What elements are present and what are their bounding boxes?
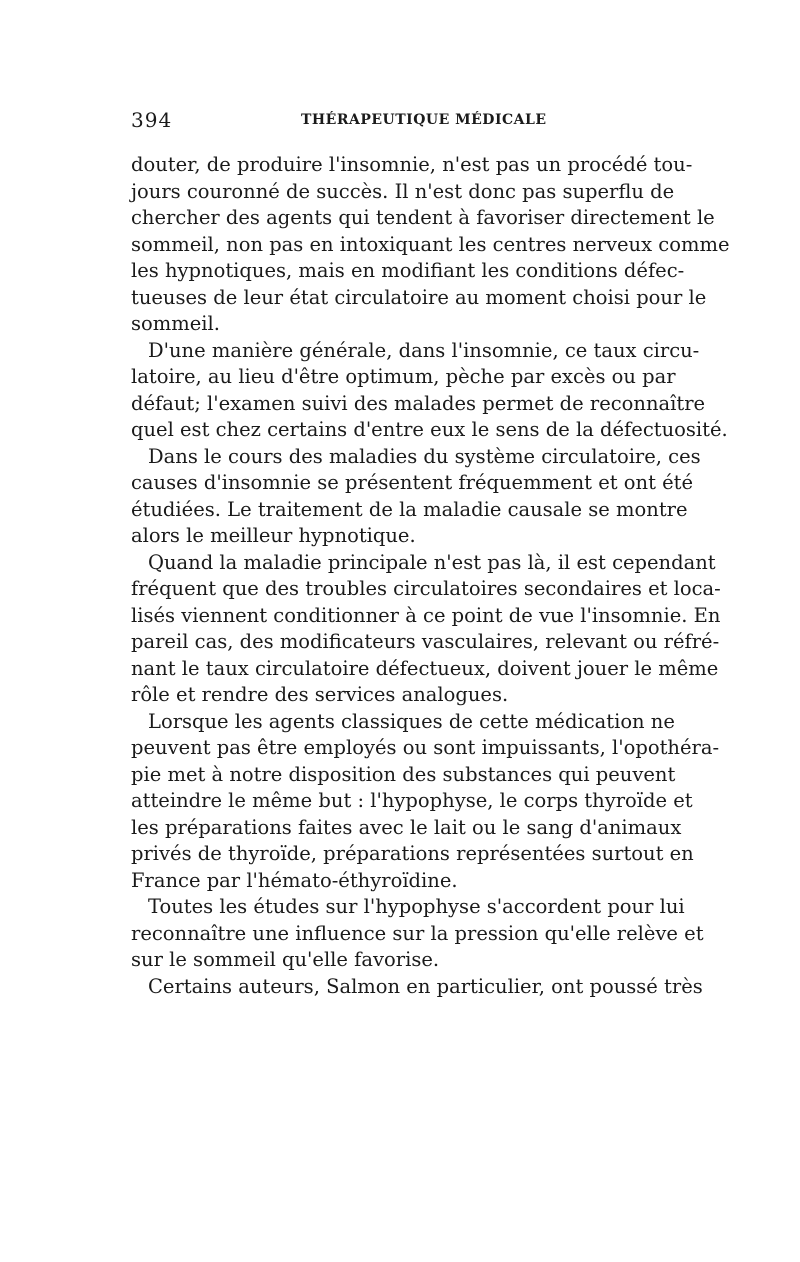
- text-line: chercher des agents qui tendent à favoriser directement le: [131, 206, 715, 229]
- paragraph: [131, 974, 703, 1001]
- text-line: quel est chez certains d'entre eux le sens de la défectuosité.: [131, 418, 728, 441]
- text-line: sommeil.: [131, 312, 220, 335]
- paragraph: [131, 338, 728, 444]
- text-line: atteindre le même but : l'hypophyse, le corps thyroïde et: [131, 789, 693, 812]
- text-line: pie met à notre disposition des substances qui peuvent: [131, 762, 676, 786]
- text-line: jours couronné de succès. Il n'est donc pas superflu de: [131, 179, 675, 203]
- text-line: reconnaître une influence sur la pression qu'elle relève et: [131, 921, 704, 945]
- text-line: pareil cas, des modificateurs vasculaires, relevant ou réfré-: [131, 630, 720, 653]
- text-line: latoire, au lieu d'être optimum, pèche par excès ou par: [131, 365, 676, 388]
- text-line: nant le taux circulatoire défectueux, doivent jouer le même: [131, 656, 719, 680]
- text-line: tueuses de leur état circulatoire au moment choisi pour le: [131, 285, 707, 309]
- text-line: les hypnotiques, mais en modifiant les conditions défec-: [131, 259, 685, 282]
- running-head: [131, 108, 672, 138]
- body-text: [131, 152, 730, 1000]
- text-line: causes d'insomnie se présentent fréquemment et ont été: [131, 471, 694, 494]
- text-line: privés de thyroïde, préparations représentées surtout en: [131, 842, 694, 865]
- text-line: peuvent pas être employés ou sont impuissants, l'opothéra-: [131, 736, 720, 759]
- paragraph: [131, 444, 701, 550]
- text-line: étudiées. Le traitement de la maladie causale se montre: [131, 497, 688, 521]
- text-line: France par l'hémato-éthyroïdine.: [131, 868, 458, 892]
- text-line: sur le sommeil qu'elle favorise.: [131, 948, 440, 971]
- text-line: Toutes les études sur l'hypophyse s'accordent pour lui: [148, 895, 685, 918]
- book-page: [131, 108, 730, 1000]
- text-line: sommeil, non pas en intoxiquant les centres nerveux comme: [131, 232, 730, 256]
- paragraph: [131, 709, 720, 895]
- text-line: rôle et rendre des services analogues.: [131, 683, 509, 706]
- text-line: douter, de produire l'insomnie, n'est pas un procédé tou-: [131, 153, 693, 176]
- text-line: les préparations faites avec le lait ou le sang d'animaux: [131, 815, 682, 839]
- text-line: alors le meilleur hypnotique.: [131, 524, 416, 547]
- text-line: Certains auteurs, Salmon en particulier, ont poussé très: [148, 974, 703, 998]
- paragraph: [131, 152, 730, 338]
- paragraph: [131, 550, 721, 709]
- running-title: THÉRAPEUTIQUE MÉDICALE: [301, 112, 547, 128]
- text-line: fréquent que des troubles circulatoires secondaires et loca-: [131, 577, 721, 600]
- paragraph: [131, 894, 704, 974]
- text-line: Lorsque les agents classiques de cette médication ne: [148, 709, 675, 733]
- text-line: Quand la maladie principale n'est pas là, il est cependant: [148, 550, 716, 574]
- text-line: défaut; l'examen suivi des malades permet de reconnaître: [131, 391, 706, 415]
- text-line: D'une manière générale, dans l'insomnie, ce taux circu-: [148, 338, 700, 362]
- text-line: Dans le cours des maladies du système circulatoire, ces: [148, 444, 701, 468]
- text-line: lisés viennent conditionner à ce point de vue l'insomnie. En: [131, 603, 721, 627]
- page-number: 394: [131, 108, 173, 132]
